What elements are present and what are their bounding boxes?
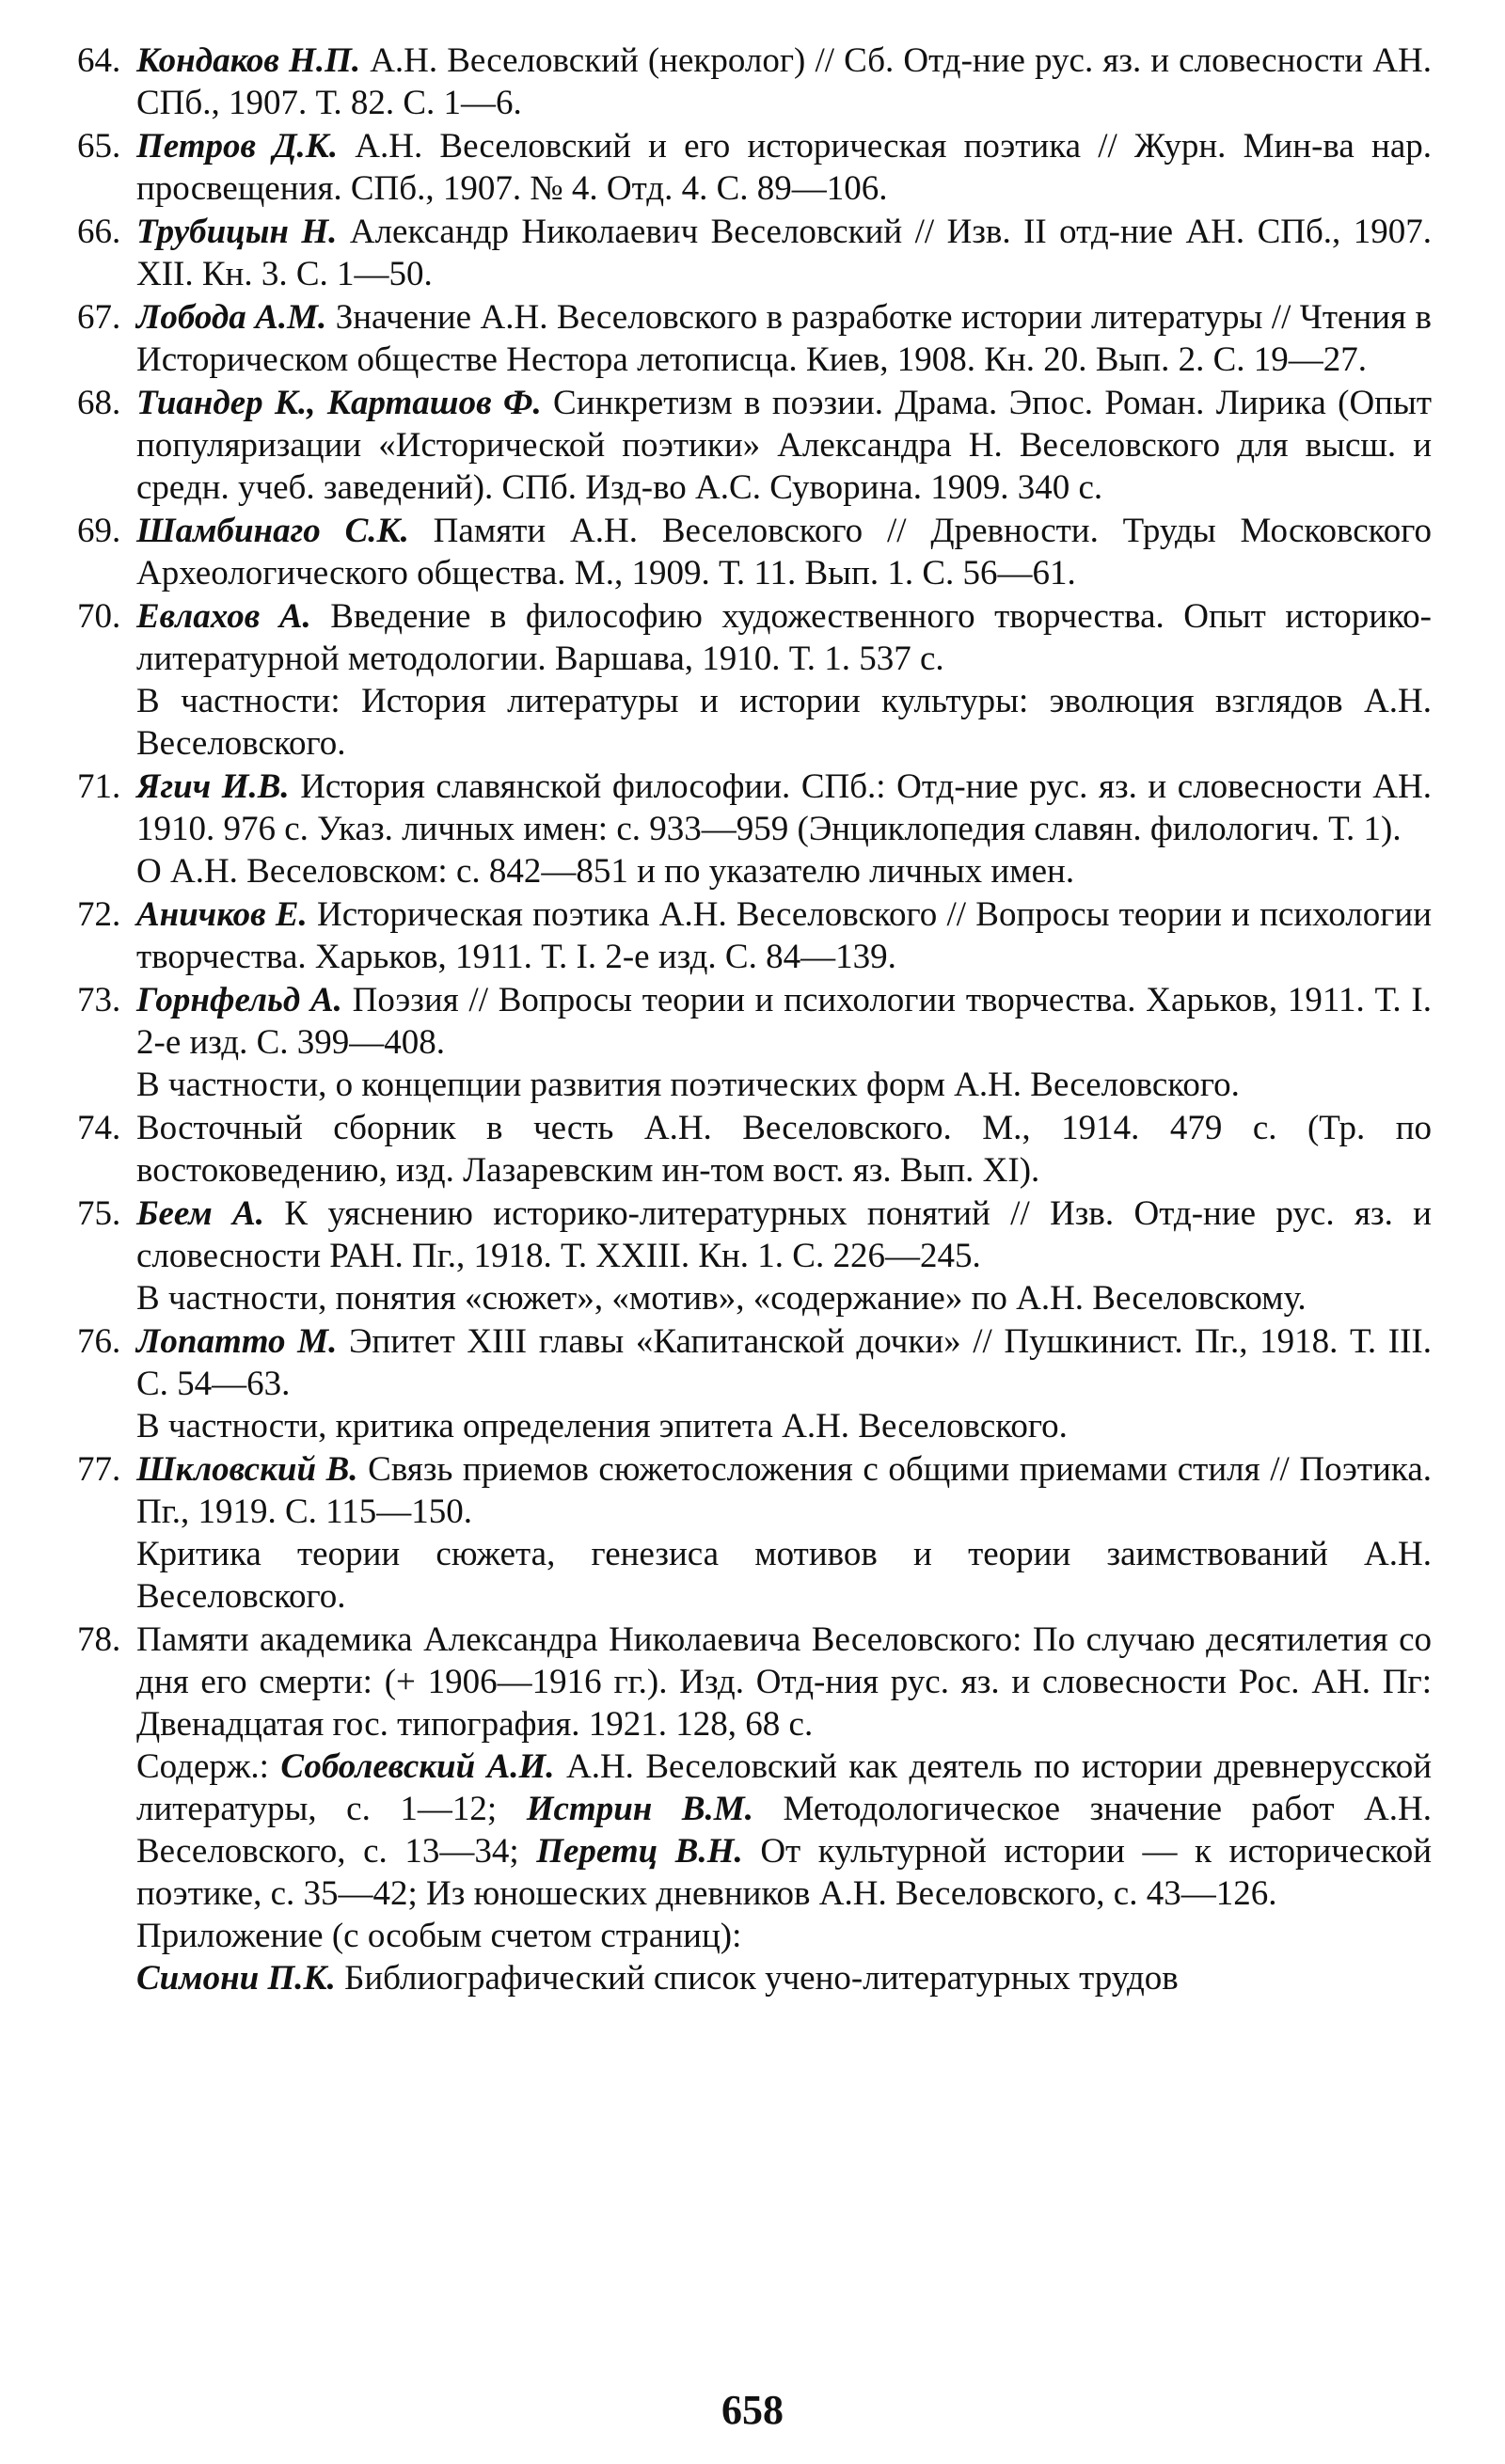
contents-author: Перетц В.Н.: [536, 1832, 743, 1871]
entry-author: Тиандер К., Карташов Ф.: [136, 384, 542, 422]
entry-citation: [136, 382, 1432, 509]
entry-number: 69.: [77, 512, 121, 550]
entry-body: [136, 510, 1432, 594]
appendix-text: Библиографический список учено-литературных трудов: [335, 1959, 1179, 1998]
bibliography-entry: [77, 125, 1432, 210]
entry-note: В частности, о концепции развития поэтических форм А.Н. Веселовского.: [136, 1066, 1240, 1104]
entry-body: [136, 1448, 1432, 1618]
entry-number: 66.: [77, 213, 121, 251]
entry-number: 67.: [77, 298, 121, 337]
bibliography-entry: [77, 1619, 1432, 1999]
entry-note: Критика теории сюжета, генезиса мотивов и теории заимствований А.Н. Веселовского.: [136, 1535, 1432, 1616]
bibliography-entry: [77, 296, 1432, 381]
entry-citation: [136, 979, 1432, 1064]
entry-body: [136, 1320, 1432, 1447]
bibliography-entry: [77, 595, 1432, 765]
entry-text: История славянской философии. СПб.: Отд-ние рус. яз. и словесности АН. 1910. 976 с. Указ. личных имен: с. 933—959 (Энциклопедия славян. филологич. Т. 1).: [136, 767, 1432, 848]
entry-body: [136, 1619, 1432, 1999]
bibliography-entry: [77, 1107, 1432, 1192]
entry-text: Введение в философию художественного творчества. Опыт историко-литературной методологии. Варшава, 1910. Т. 1. 537 с.: [136, 597, 1432, 678]
contents-text: А.Н. Веселовский как деятель по истории древнерусской литературы, с. 1—12;: [136, 1747, 1432, 1828]
entry-author: Горнфельд А.: [136, 981, 342, 1019]
bibliography-list: [77, 39, 1432, 2000]
entry-citation: [136, 893, 1432, 978]
entry-body: [136, 766, 1432, 892]
bibliography-entry: [77, 766, 1432, 892]
entry-body: [136, 1107, 1432, 1192]
entry-citation: [136, 510, 1432, 594]
bibliography-entry: [77, 510, 1432, 594]
entry-number: 68.: [77, 384, 121, 422]
entry-number: 73.: [77, 981, 121, 1019]
entry-body: [136, 211, 1432, 295]
entry-author: Лобода А.М.: [136, 298, 327, 337]
entry-body: [136, 893, 1432, 978]
bibliography-entry: [77, 1448, 1432, 1618]
bibliography-entry: [77, 1320, 1432, 1447]
entry-text: А.Н. Веселовский и его историческая поэтика // Журн. Мин-ва нар. просвещения. СПб., 1907. № 4. Отд. 4. С. 89—106.: [136, 127, 1432, 208]
entry-author: Беем А.: [136, 1194, 265, 1233]
entry-citation: [136, 1448, 1432, 1533]
contents-author: Соболевский А.И.: [280, 1747, 555, 1786]
page-number: 658: [721, 2387, 784, 2433]
entry-citation: [136, 211, 1432, 295]
entry-note: О А.Н. Веселовском: с. 842—851 и по указателю личных имен.: [136, 852, 1075, 891]
entry-body: [136, 296, 1432, 381]
entry-text: Историческая поэтика А.Н. Веселовского // Вопросы теории и психологии творчества. Харьков, 1911. Т. I. 2-е изд. С. 84—139.: [136, 895, 1432, 976]
entry-number: 78.: [77, 1620, 121, 1659]
bibliography-entry: [77, 382, 1432, 509]
entry-text: Памяти академика Александра Николаевича Веселовского: По случаю десятилетия со дня его смерти: (+ 1906—1916 гг.). Изд. Отд-ния рус. яз. и словесности Рос. АН. Пг: Двенадцатая гос. типография. 1921. 128, 68 с.: [136, 1620, 1432, 1744]
entry-body: [136, 382, 1432, 509]
entry-text: К уяснению историко-литературных понятий // Изв. Отд-ние рус. яз. и словесности РАН. Пг., 1918. Т. XXIII. Кн. 1. С. 226—245.: [136, 1194, 1432, 1275]
appendix-heading: Приложение (с особым счетом страниц):: [136, 1917, 742, 1955]
entry-text: Эпитет XIII главы «Капитанской дочки» // Пушкинист. Пг., 1918. Т. III. С. 54—63.: [136, 1322, 1432, 1403]
entry-citation: [136, 595, 1432, 680]
entry-text: Восточный сборник в честь А.Н. Веселовского. М., 1914. 479 с. (Тр. по востоковедению, изд. Лазаревским ин-том вост. яз. Вып. XI).: [136, 1109, 1432, 1190]
entry-number: 75.: [77, 1194, 121, 1233]
entry-number: 77.: [77, 1450, 121, 1489]
entry-author: Кондаков Н.П.: [136, 41, 361, 80]
entry-body: [136, 125, 1432, 210]
entry-text: Памяти А.Н. Веселовского // Древности. Труды Московского Археологического общества. М., 1909. Т. 11. Вып. 1. С. 56—61.: [136, 512, 1432, 592]
entry-number: 72.: [77, 895, 121, 934]
entry-citation: [136, 1320, 1432, 1405]
entry-author: Шамбинаго С.К.: [136, 512, 409, 550]
bibliography-entry: [77, 1193, 1432, 1319]
entry-number: 76.: [77, 1322, 121, 1361]
entry-body: [136, 979, 1432, 1106]
entry-number: 71.: [77, 767, 121, 806]
entry-text: Синкретизм в поэзии. Драма. Эпос. Роман. Лирика (Опыт популяризации «Исторической поэтики» Александра Н. Веселовского для высш. и средн. учеб. заведений). СПб. Изд-во А.С. Суворина. 1909. 340 с.: [136, 384, 1433, 507]
entry-author: Ягич И.В.: [136, 767, 290, 806]
entry-citation: [136, 296, 1432, 381]
entry-author: Шкловский В.: [136, 1450, 358, 1489]
entry-citation: [136, 39, 1432, 124]
bibliography-entry: [77, 211, 1432, 295]
entry-note: В частности: История литературы и истории культуры: эволюция взглядов А.Н. Веселовского.: [136, 682, 1432, 763]
entry-citation: [136, 766, 1432, 850]
entry-number: 64.: [77, 41, 121, 80]
contents-lead: Содерж.:: [136, 1747, 281, 1786]
appendix-entry: [136, 1957, 1432, 1999]
entry-citation: [136, 1107, 1432, 1192]
entry-note: В частности, критика определения эпитета А.Н. Веселовского.: [136, 1407, 1068, 1445]
bibliography-entry: [77, 979, 1432, 1106]
entry-number: 65.: [77, 127, 121, 166]
entry-text: Поэзия // Вопросы теории и психологии творчества. Харьков, 1911. Т. I. 2-е изд. С. 399—408.: [136, 981, 1432, 1062]
entry-citation: [136, 125, 1432, 210]
entry-author: Аничков Е.: [136, 895, 308, 934]
bibliography-entry: [77, 39, 1432, 124]
contents-text: Методологическое значение работ А.Н. Веселовского, с. 13—34;: [136, 1790, 1432, 1871]
entry-text: Связь приемов сюжетосложения с общими приемами стиля // Поэтика. Пг., 1919. С. 115—150.: [136, 1450, 1432, 1531]
entry-citation: [136, 1193, 1432, 1277]
entry-body: [136, 1193, 1432, 1319]
entry-contents: [136, 1745, 1432, 1915]
entry-number: 74.: [77, 1109, 121, 1147]
entry-body: [136, 595, 1432, 765]
entry-author: Лопатто М.: [136, 1322, 338, 1361]
contents-text: От культурной истории — к исторической поэтике, с. 35—42; Из юношеских дневников А.Н. Веселовского, с. 43—126.: [136, 1832, 1433, 1913]
entry-number: 70.: [77, 597, 121, 636]
entry-text: А.Н. Веселовский (некролог) // Сб. Отд-ние рус. яз. и словесности АН. СПб., 1907. Т. 82. С. 1—6.: [136, 41, 1432, 122]
entry-author: Евлахов А.: [136, 597, 311, 636]
entry-author: Трубицын Н.: [136, 213, 338, 251]
bibliography-entry: [77, 893, 1432, 978]
contents-author: Истрин В.М.: [526, 1790, 753, 1828]
entry-body: [136, 39, 1432, 124]
entry-text: Значение А.Н. Веселовского в разработке истории литературы // Чтения в Историческом обществе Нестора летописца. Киев, 1908. Кн. 20. Вып. 2. С. 19—27.: [136, 298, 1432, 379]
entry-author: Петров Д.К.: [136, 127, 339, 166]
entry-note: В частности, понятия «сюжет», «мотив», «содержание» по А.Н. Веселовскому.: [136, 1279, 1307, 1318]
entry-citation: [136, 1619, 1432, 1745]
appendix-author: Симони П.К.: [136, 1959, 336, 1998]
entry-text: Александр Николаевич Веселовский // Изв. II отд-ние АН. СПб., 1907. XII. Кн. 3. С. 1—50.: [136, 213, 1432, 293]
